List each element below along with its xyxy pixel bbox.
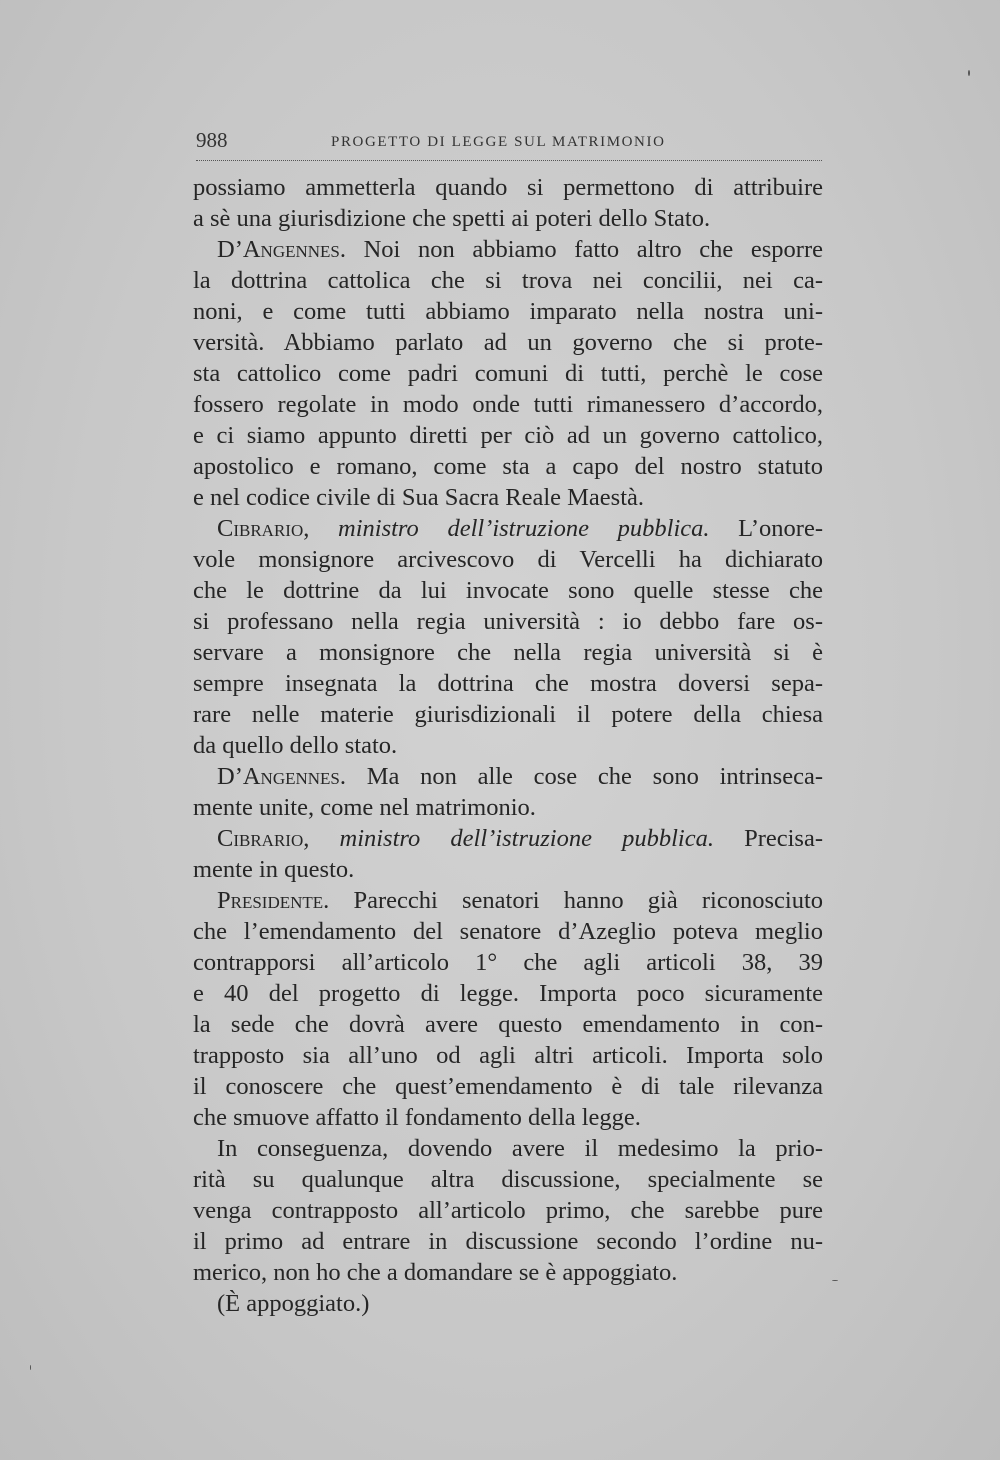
- paper-speck: [832, 1280, 838, 1281]
- text-line: [193, 420, 823, 451]
- text-line: [193, 885, 823, 916]
- text-line: [193, 265, 823, 296]
- text-line: [193, 1257, 823, 1288]
- text-line: [193, 1164, 823, 1195]
- text-segment: venga contrapposto all’articolo primo, che sarebbe pure: [193, 1197, 823, 1224]
- text-line: [193, 823, 823, 854]
- text-segment: fossero regolate in modo onde tutti rimanessero d’accordo,: [193, 391, 823, 418]
- text-line: [193, 1009, 823, 1040]
- text-line: [193, 699, 823, 730]
- text-segment: e ci siamo appunto diretti per ciò ad un governo cattolico,: [193, 422, 823, 449]
- text-line: [193, 296, 823, 327]
- speaker-title: ministro dell’istruzione pubblica.: [339, 825, 714, 852]
- text-segment: trapposto sia all’uno od agli altri articoli. Importa solo: [193, 1042, 823, 1069]
- running-title: PROGETTO DI LEGGE SUL MATRIMONIO: [331, 134, 666, 150]
- text-segment: la sede che dovrà avere questo emendamento in con-: [193, 1011, 823, 1038]
- text-line: [193, 1195, 823, 1226]
- text-line: [193, 575, 823, 606]
- text-segment: Noi non abbiamo fatto altro che esporre: [346, 236, 823, 263]
- text-segment: rità su qualunque altra discussione, specialmente se: [193, 1166, 823, 1193]
- text-segment: Ma non alle cose che sono intrinseca-: [346, 763, 823, 790]
- text-segment: e 40 del progetto di legge. Importa poco sicuramente: [193, 980, 823, 1007]
- text-segment: Precisa-: [713, 825, 823, 852]
- text-line: [193, 1133, 823, 1164]
- text-segment: mente in questo.: [193, 856, 355, 883]
- text-line: [193, 761, 823, 792]
- text-line: [193, 358, 823, 389]
- text-line: [193, 916, 823, 947]
- text-segment: rare nelle materie giurisdizionali il potere della chiesa: [193, 701, 823, 728]
- page-number: 988: [196, 128, 228, 152]
- text-segment: a sè una giurisdizione che spetti ai poteri dello Stato.: [193, 205, 711, 232]
- text-segment: sempre insegnata la dottrina che mostra doversi sepa-: [193, 670, 823, 697]
- text-line: [193, 482, 823, 513]
- text-segment: [309, 825, 339, 852]
- text-line: [193, 730, 823, 761]
- speaker-name: D’Angennes.: [217, 763, 347, 790]
- text-segment: contrapporsi all’articolo 1° che agli articoli 38, 39: [193, 949, 823, 976]
- text-segment: noni, e come tutti abbiamo imparato nella nostra uni-: [193, 298, 823, 325]
- text-line: [193, 234, 823, 265]
- text-line: [193, 1226, 823, 1257]
- text-line: [193, 978, 823, 1009]
- speaker-name: Presidente.: [217, 887, 330, 914]
- text-segment: (È appoggiato.): [217, 1290, 370, 1317]
- paper-speck: [968, 70, 970, 76]
- speaker-title: ministro dell’istruzione pubblica.: [338, 515, 710, 542]
- speaker-name: Cibrario,: [217, 825, 310, 852]
- text-segment: che l’emendamento del senatore d’Azeglio poteva meglio: [193, 918, 823, 945]
- text-line: [193, 792, 823, 823]
- paper-speck: [30, 1365, 31, 1370]
- text-segment: versità. Abbiamo parlato ad un governo che si prote-: [193, 329, 823, 356]
- text-segment: vole monsignore arcivescovo di Vercelli ha dichiarato: [193, 546, 823, 573]
- text-line: [193, 172, 823, 203]
- text-segment: merico, non ho che a domandare se è appoggiato.: [193, 1259, 678, 1286]
- text-segment: [309, 515, 338, 542]
- text-line: [193, 637, 823, 668]
- text-line: [193, 513, 823, 544]
- text-segment: mente unite, come nel matrimonio.: [193, 794, 536, 821]
- text-line: [193, 854, 823, 885]
- text-segment: possiamo ammetterla quando si permettono di attribuire: [193, 174, 823, 201]
- header-rule: [196, 160, 822, 161]
- text-segment: il conoscere che quest’emendamento è di tale rilevanza: [193, 1073, 823, 1100]
- speaker-name: D’Angennes.: [217, 236, 347, 263]
- text-segment: il primo ad entrare in discussione secondo l’ordine nu-: [193, 1228, 823, 1255]
- text-line: [193, 544, 823, 575]
- speaker-name: Cibrario,: [217, 515, 310, 542]
- text-segment: L’onore-: [709, 515, 823, 542]
- text-line: [193, 327, 823, 358]
- text-segment: apostolico e romano, come sta a capo del nostro statuto: [193, 453, 823, 480]
- text-line: [193, 668, 823, 699]
- text-segment: e nel codice civile di Sua Sacra Reale Maestà.: [193, 484, 645, 511]
- text-segment: si professano nella regia università : io debbo fare os-: [193, 608, 823, 635]
- body-text: [193, 172, 823, 1319]
- text-segment: servare a monsignore che nella regia università si è: [193, 639, 823, 666]
- text-line: [193, 1102, 823, 1133]
- text-segment: la dottrina cattolica che si trova nei concilii, nei ca-: [193, 267, 823, 294]
- text-segment: da quello dello stato.: [193, 732, 398, 759]
- text-line: [193, 947, 823, 978]
- text-line: [193, 1071, 823, 1102]
- text-segment: sta cattolico come padri comuni di tutti, perchè le cose: [193, 360, 823, 387]
- text-segment: Parecchi senatori hanno già riconosciuto: [329, 887, 823, 914]
- text-segment: che smuove affatto il fondamento della legge.: [193, 1104, 641, 1131]
- text-line: [193, 451, 823, 482]
- text-line: [193, 1288, 823, 1319]
- text-line: [193, 389, 823, 420]
- text-line: [193, 606, 823, 637]
- text-segment: In conseguenza, dovendo avere il medesimo la prio-: [217, 1135, 823, 1162]
- page-header: [196, 128, 822, 162]
- text-line: [193, 203, 823, 234]
- text-line: [193, 1040, 823, 1071]
- text-segment: che le dottrine da lui invocate sono quelle stesse che: [193, 577, 823, 604]
